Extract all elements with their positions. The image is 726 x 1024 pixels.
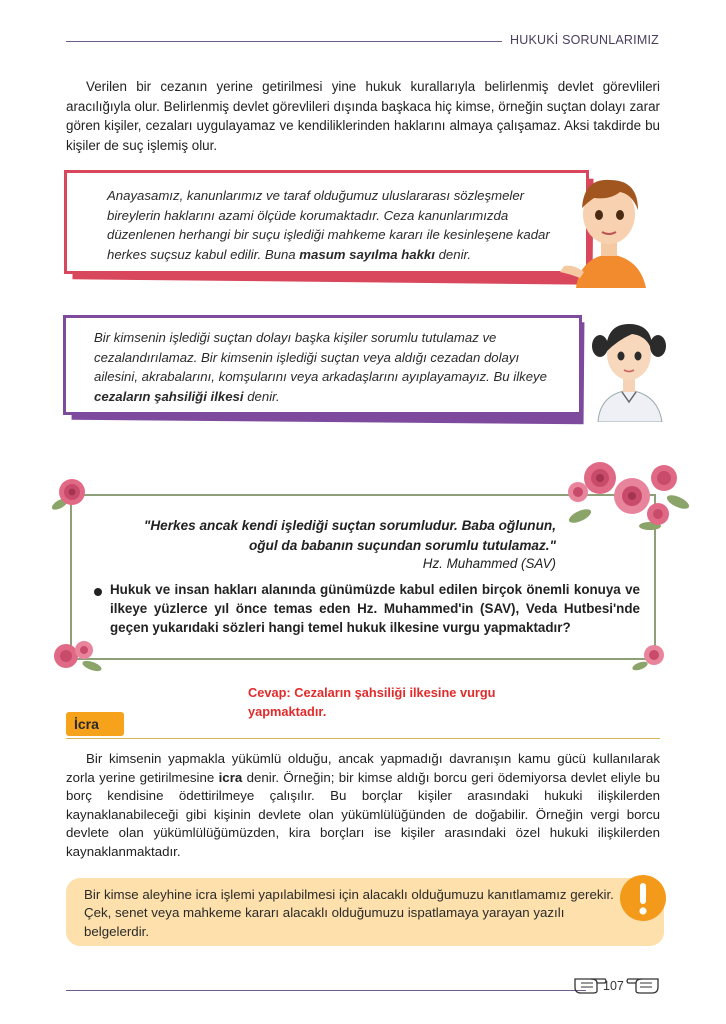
quote-text: "Herkes ancak kendi işlediği suçtan sorumludur. Baba oğlunun, oğul da babanın suçundan sorumlu tutulamaz." [143, 518, 556, 553]
page-number: 107 [603, 979, 624, 993]
term-masum-sayilma-hakki: masum sayılma hakkı [299, 247, 435, 263]
girl-illustration-icon [588, 312, 670, 422]
term-icra: icra [218, 769, 243, 785]
chapter-title: HUKUKİ SORUNLARIMIZ [510, 33, 659, 47]
rose-icon [50, 474, 92, 514]
info-text: Bir kimse aleyhine icra işlemi yapılabilmesi için alacaklı olduğumuzu kanıtlamamız gerekir. Çek, senet veya mahkeme kararı alacaklı olduğumuzu ispatlamaya yarayan yazılı belgelerdir. [84, 887, 614, 939]
rose-icon [632, 640, 672, 674]
rose-cluster-icon [560, 456, 694, 536]
card-text: Anayasamız, kanunlarımız ve taraf olduğumuz uluslararası sözleşmeler bireylerin haklarını azami ölçüde korumaktadır. Ceza kanunlarımızda düzenlenen herhangi bir suçu işlediği mahkeme kararı ile kesinleşene kadar herkes suçsuz kabul edilir. Buna masum sayılma hakkı denir. [107, 188, 550, 263]
rose-pair-icon [50, 636, 104, 676]
pointing-hand-right-icon [626, 973, 660, 995]
intro-paragraph: Verilen bir cezanın yerine getirilmesi yine hukuk kurallarıyla belirlenmiş devlet görevlileri aracılığıyla olur. Belirlenmiş devlet görevlileri dışında başkaca hiç kimse, örneğin suçtan dolayı zarar gören kişiler, cezaları uygulayamaz ve kendiliklerinden haklarını almaya çalışamaz. Aksi takdirde bu kişiler de suç işlemiş olur. [66, 79, 660, 153]
exclamation-icon [620, 875, 666, 921]
card-text: Bir kimsenin işlediği suçtan dolayı başka kişiler sorumlu tutulamaz ve cezalandırılamaz. Bir kimsenin işlediği suçtan veya aldığı cezadan dolayı ailesini, akrabalarını, komşularını veya arkadaşlarını ayıplayamayız. Bu ilkeye cezaların şahsiliği ilkesi denir. [94, 330, 547, 405]
icra-paragraph: Bir kimsenin yapmakla yükümlü olduğu, ancak yapmadığı davranışın kamu gücü kullanılarak zorla yerine getirilmesine icra denir. Örneğin; bir kimse aldığı borcu geri ödemiyorsa devlet eliyle bu borç kendisine ödettirilmeye çalışılır. Bu borçlar kişiler arasındaki hukuki ilişkilerden kaynaklanabileceği gibi kişinin devlete olan yükümlülüğünden de doğabilir. Örneğin vergi borcu devlete olan yükümlülüğümüzden, kira borçları ise kişiler arasındaki özel hukuki ilişkilerden kaynaklanmaktadır. [66, 751, 660, 859]
section-rule [66, 738, 660, 739]
quote-author: Hz. Muhammed (SAV) [422, 556, 556, 571]
boy-illustration-icon [554, 168, 664, 288]
presumption-of-innocence-card [64, 170, 589, 274]
answer-text: Cevap: Cezaların şahsiliği ilkesine vurgu yapmaktadır. [248, 685, 496, 719]
header-rule [66, 41, 502, 42]
question-text: Hukuk ve insan hakları alanında günümüzde kabul edilen birçok önemli konuya ve ilkeye yüzlerce yıl önce temas eden Hz. Muhammed'in (SAV), Veda Hutbesi'nde geçen yukarıdaki sözleri hangi temel hukuk ilkesine vurgu yapmaktadır? [110, 582, 640, 635]
personal-penalty-card [63, 315, 582, 415]
bullet-icon [94, 588, 102, 596]
section-title-icra: İcra [74, 716, 99, 732]
pointing-hand-left-icon [573, 973, 607, 995]
term-cezalarin-sahsiligi: cezaların şahsiliği ilkesi [94, 389, 244, 405]
footer-rule [66, 990, 586, 991]
